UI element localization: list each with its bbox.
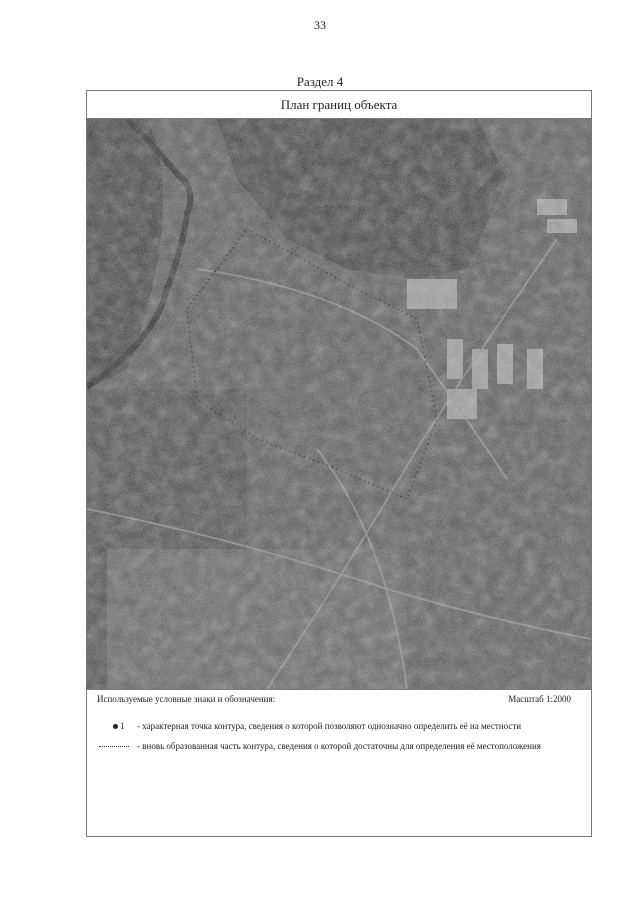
legend-item-text: - характерная точка контура, сведения о которой позволяют однозначно определить её на местности: [137, 721, 522, 731]
point-marker-label: 1: [120, 721, 125, 731]
aerial-photo: [87, 119, 591, 689]
aerial-map-image: [87, 119, 591, 689]
point-marker-icon: [95, 720, 135, 732]
plan-title: План границ объекта: [87, 91, 591, 119]
legend-title: Используемые условные знаки и обозначения:: [97, 694, 276, 704]
dotted-line-icon: [95, 740, 135, 752]
section-title: Раздел 4: [296, 74, 344, 89]
plan-frame: [86, 90, 592, 837]
page-number: 33: [314, 18, 326, 32]
map-scale: Масштаб 1:2000: [508, 694, 571, 704]
legend-item-text: - вновь образованная часть контура, сведения о которой достаточны для определения её местоположения: [137, 741, 541, 751]
legend: [87, 689, 591, 837]
